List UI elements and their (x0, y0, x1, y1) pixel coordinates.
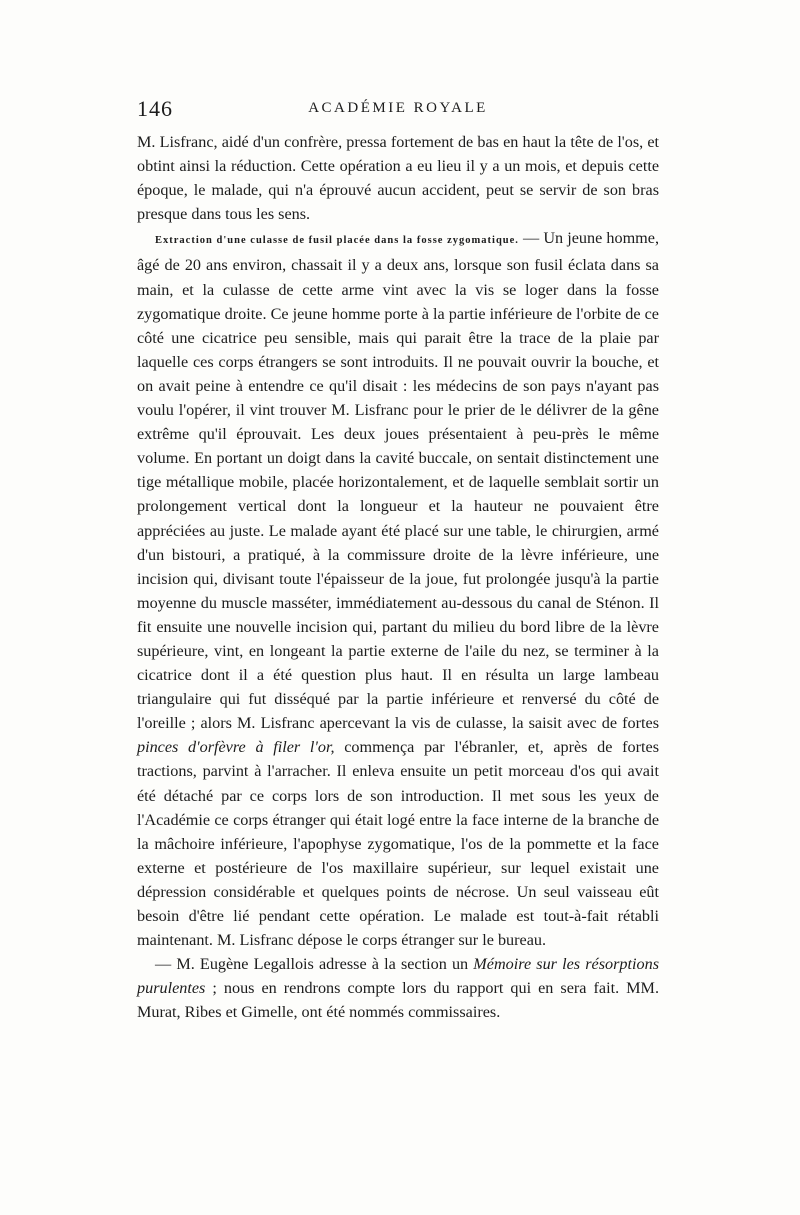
body-text (137, 130, 659, 1024)
paragraph-legallois (137, 952, 659, 1024)
paragraph-extraction (137, 226, 659, 952)
section-title: Extraction d'une culasse de fusil placée dans la fosse zygomatique. (155, 235, 519, 247)
running-title: ACADÉMIE ROYALE (308, 100, 488, 116)
page-header (137, 96, 659, 126)
paragraph-extraction-italic: pinces d'orfèvre à filer l'or, (137, 738, 335, 757)
paragraph-legallois-text-b: ; nous en rendrons compte lors du rapport qui en sera fait. MM. Murat, Ribes et Gimelle, ont été nommés commissaires. (137, 979, 659, 1022)
paragraph-legallois-text-a: — M. Eugène Legallois adresse à la section un (155, 955, 474, 974)
paragraph-reduction: M. Lisfranc, aidé d'un confrère, pressa fortement de bas en haut la tête de l'os, et obtint ainsi la réduction. Cette opération a eu lieu il y a un mois, et depuis cette époque, le malade, qui n'a éprouvé aucun accident, peut se servir de son bras presque dans tous les sens. (137, 133, 659, 224)
paragraph-extraction-text-a: — Un jeune homme, âgé de 20 ans environ, chassait il y a deux ans, lorsque son fusil éclata dans sa main, et la culasse de cette arme vint avec la vis se loger dans la fosse zygomatique droite. Ce jeune homme porte à la partie inférieure de l'orbite de ce côté une cicatrice peu sensible, mais qui parait être la trace de la plaie par laquelle ces corps étrangers se sont introduits. Il ne pouvait ouvrir la bouche, et on avait peine à entendre ce qu'il disait : les médecins de son pays n'ayant pas voulu l'opérer, il vint trouver M. Lisfranc pour le prier de le délivrer de la gêne extrême qu'il éprouvait. Les deux joues présentaient à peu-près le même volume. En portant un doigt dans la cavité buccale, on sentait distinctement une tige métallique mobile, placée horizontalement, et de laquelle semblait sortir un prolongement vertical dont la longueur et la hauteur ne pouvaient être appréciées au juste. Le malade ayant été placé sur une table, le chirurgien, armé d'un bistouri, a pratiqué, à la commissure droite de la lèvre inférieure, une incision qui, divisant toute l'épaisseur de la joue, fut prolongée jusqu'à la partie moyenne du muscle masséter, immédiatement au-dessous du canal de Sténon. Il fit ensuite une nouvelle incision qui, partant du milieu du bord libre de la lèvre supérieure, vint, en longeant la partie externe de l'aile du nez, se terminer à la cicatrice dont il a été question plus haut. Il en résulta un large lambeau triangulaire qui fut disséqué par la partie inférieure et renversé du côté de l'oreille ; alors M. Lisfranc apercevant la vis de culasse, la saisit avec de fortes (137, 229, 659, 733)
page-number: 146 (137, 96, 173, 121)
paragraph-extraction-text-b: commença par l'ébranler, et, après de fortes tractions, parvint à l'arracher. Il enleva ensuite un petit morceau d'os qui avait été détaché par ce corps lors de son introduction. Il met sous les yeux de l'Académie ce corps étranger qui était logé entre la face interne de la branche de la mâchoire inférieure, l'apophyse zygomatique, l'os de la pommette et la face externe et postérieure de l'os maxillaire supérieur, sur lequel existait une dépression considérable et quelques points de nécrose. Un seul vaisseau eût besoin d'être lié pendant cette opération. Le malade est tout-à-fait rétabli maintenant. M. Lisfranc dépose le corps étranger sur le bureau. (137, 738, 659, 950)
memoir-title: Mémoire sur les résorptions purulentes (137, 955, 660, 998)
